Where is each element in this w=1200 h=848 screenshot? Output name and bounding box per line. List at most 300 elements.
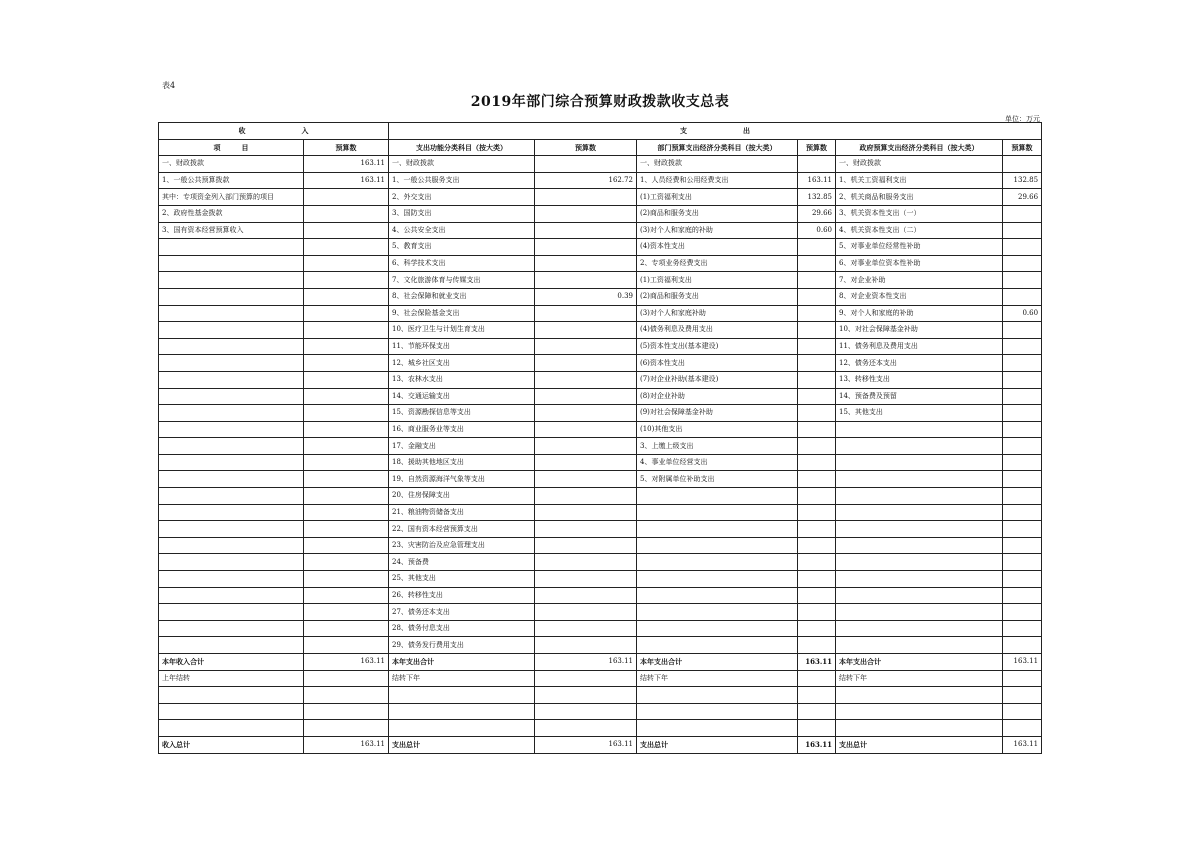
functional-item-cell: 10、医疗卫生与计划生育支出 (389, 322, 535, 339)
table-row (159, 687, 1042, 704)
dept-economic-budget-cell (798, 388, 836, 405)
income-budget-cell (304, 537, 389, 554)
income-budget-cell: 163.11 (304, 654, 389, 671)
table-row (159, 355, 1042, 372)
functional-budget-cell (535, 322, 637, 339)
income-budget-cell (304, 571, 389, 588)
income-item-cell: 一、财政拨款 (159, 156, 304, 173)
dept-economic-budget-cell (798, 272, 836, 289)
functional-item-cell: 19、自然资源海洋气象等支出 (389, 471, 535, 488)
income-item-cell (159, 421, 304, 438)
functional-item-cell: 结转下年 (389, 670, 535, 687)
functional-item-cell: 17、金融支出 (389, 438, 535, 455)
income-budget-cell (304, 620, 389, 637)
dept-economic-budget-header: 预算数 (798, 139, 836, 156)
income-budget-cell (304, 587, 389, 604)
gov-economic-budget-cell (1003, 571, 1042, 588)
functional-item-cell: 本年支出合计 (389, 654, 535, 671)
dept-economic-item-cell: 本年支出合计 (637, 654, 798, 671)
table-row (159, 488, 1042, 505)
gov-economic-item-cell (836, 537, 1003, 554)
table-row (159, 703, 1042, 720)
dept-economic-item-cell: (10)其他支出 (637, 421, 798, 438)
total-row (159, 736, 1042, 753)
dept-economic-budget-cell (798, 488, 836, 505)
income-item-cell (159, 488, 304, 505)
dept-economic-item-cell: 2、专项业务经费支出 (637, 255, 798, 272)
functional-budget-cell (535, 720, 637, 737)
gov-economic-item-cell (836, 687, 1003, 704)
gov-economic-budget-cell (1003, 288, 1042, 305)
income-item-cell (159, 571, 304, 588)
dept-economic-item-cell: (4)债务利息及费用支出 (637, 322, 798, 339)
income-item-cell (159, 388, 304, 405)
table-row (159, 405, 1042, 422)
functional-budget-cell (535, 239, 637, 256)
dept-economic-item-cell (637, 637, 798, 654)
functional-item-cell (389, 720, 535, 737)
income-item-cell (159, 288, 304, 305)
income-budget-cell (304, 554, 389, 571)
functional-budget-cell (535, 670, 637, 687)
dept-economic-budget-cell (798, 554, 836, 571)
dept-economic-budget-cell: 163.11 (798, 172, 836, 189)
income-budget-cell (304, 438, 389, 455)
table-row (159, 322, 1042, 339)
gov-economic-item-cell: 结转下年 (836, 670, 1003, 687)
dept-economic-item-cell: (1)工资福利支出 (637, 189, 798, 206)
unit-label: 单位：万元 (1005, 115, 1040, 123)
functional-budget-cell (535, 371, 637, 388)
dept-economic-budget-cell (798, 637, 836, 654)
gov-economic-budget-cell (1003, 488, 1042, 505)
functional-budget-cell (535, 421, 637, 438)
dept-economic-class-header: 部门预算支出经济分类科目（按大类） (637, 139, 798, 156)
dept-economic-budget-cell (798, 421, 836, 438)
income-budget-cell (304, 488, 389, 505)
income-item-cell (159, 554, 304, 571)
gov-economic-budget-cell (1003, 521, 1042, 538)
gov-economic-item-cell: 本年支出合计 (836, 654, 1003, 671)
gov-economic-item-cell: 15、其他支出 (836, 405, 1003, 422)
income-item-cell (159, 604, 304, 621)
functional-budget-cell (535, 156, 637, 173)
gov-economic-item-cell (836, 620, 1003, 637)
functional-budget-cell: 162.72 (535, 172, 637, 189)
gov-economic-item-cell (836, 571, 1003, 588)
income-budget-cell (304, 255, 389, 272)
gov-economic-item-cell (836, 604, 1003, 621)
gov-economic-budget-cell (1003, 322, 1042, 339)
dept-economic-item-cell: (2)商品和服务支出 (637, 288, 798, 305)
table-row (159, 720, 1042, 737)
section-header-row (159, 123, 1042, 140)
income-budget-cell (304, 720, 389, 737)
functional-item-cell: 12、城乡社区支出 (389, 355, 535, 372)
income-item-cell (159, 521, 304, 538)
dept-economic-budget-cell (798, 537, 836, 554)
functional-item-cell: 14、交通运输支出 (389, 388, 535, 405)
functional-item-cell (389, 687, 535, 704)
dept-economic-budget-cell: 29.66 (798, 205, 836, 222)
functional-item-cell: 24、预备费 (389, 554, 535, 571)
functional-item-cell: 18、援助其他地区支出 (389, 454, 535, 471)
gov-economic-item-cell: 5、对事业单位经常性补助 (836, 239, 1003, 256)
dept-economic-item-cell (637, 587, 798, 604)
gov-economic-budget-cell: 163.11 (1003, 736, 1042, 753)
functional-budget-cell (535, 587, 637, 604)
income-budget-cell (304, 703, 389, 720)
dept-economic-budget-cell (798, 670, 836, 687)
dept-economic-budget-cell (798, 703, 836, 720)
gov-economic-budget-cell (1003, 438, 1042, 455)
income-budget-header: 预算数 (304, 139, 389, 156)
functional-item-cell (389, 703, 535, 720)
dept-economic-budget-cell (798, 504, 836, 521)
gov-economic-budget-cell (1003, 504, 1042, 521)
functional-budget-cell (535, 205, 637, 222)
gov-economic-budget-cell (1003, 239, 1042, 256)
dept-economic-budget-cell (798, 371, 836, 388)
gov-economic-item-cell (836, 454, 1003, 471)
gov-economic-budget-cell (1003, 687, 1042, 704)
functional-item-cell: 7、文化旅游体育与传媒支出 (389, 272, 535, 289)
dept-economic-item-cell: (8)对企业补助 (637, 388, 798, 405)
gov-economic-budget-cell (1003, 720, 1042, 737)
dept-economic-budget-cell (798, 438, 836, 455)
table-row (159, 156, 1042, 173)
income-budget-cell (304, 670, 389, 687)
gov-economic-budget-cell: 132.85 (1003, 172, 1042, 189)
income-budget-cell: 163.11 (304, 172, 389, 189)
table-row (159, 471, 1042, 488)
income-item-cell: 1、一般公共预算拨款 (159, 172, 304, 189)
gov-economic-item-cell: 13、转移性支出 (836, 371, 1003, 388)
income-item-cell (159, 355, 304, 372)
gov-economic-item-cell: 1、机关工资福利支出 (836, 172, 1003, 189)
income-budget-cell (304, 637, 389, 654)
dept-economic-budget-cell (798, 687, 836, 704)
income-item-cell (159, 338, 304, 355)
total-row (159, 654, 1042, 671)
dept-economic-item-cell: (2)商品和服务支出 (637, 205, 798, 222)
functional-budget-cell: 163.11 (535, 736, 637, 753)
table-row (159, 521, 1042, 538)
dept-economic-budget-cell (798, 322, 836, 339)
table-row (159, 554, 1042, 571)
functional-item-cell: 16、商业服务业等支出 (389, 421, 535, 438)
functional-item-cell: 29、债务发行费用支出 (389, 637, 535, 654)
income-budget-cell (304, 388, 389, 405)
income-item-cell: 本年收入合计 (159, 654, 304, 671)
income-section-header: 收 入 (159, 123, 389, 140)
functional-budget-cell (535, 405, 637, 422)
functional-item-cell: 21、粮油物资储备支出 (389, 504, 535, 521)
dept-economic-budget-cell (798, 454, 836, 471)
income-budget-cell: 163.11 (304, 156, 389, 173)
gov-economic-budget-cell (1003, 554, 1042, 571)
income-item-cell: 上年结转 (159, 670, 304, 687)
income-budget-cell (304, 189, 389, 206)
functional-item-cell: 27、债务还本支出 (389, 604, 535, 621)
functional-item-cell: 20、住房保障支出 (389, 488, 535, 505)
income-budget-cell (304, 322, 389, 339)
functional-budget-cell (535, 703, 637, 720)
table-row (159, 587, 1042, 604)
functional-item-cell: 22、国有资本经营预算支出 (389, 521, 535, 538)
table-row (159, 571, 1042, 588)
gov-economic-item-cell: 支出总计 (836, 736, 1003, 753)
functional-budget-cell (535, 687, 637, 704)
gov-economic-item-cell: 10、对社会保障基金补助 (836, 322, 1003, 339)
dept-economic-item-cell: (7)对企业补助(基本建设) (637, 371, 798, 388)
gov-economic-budget-cell (1003, 156, 1042, 173)
income-item-cell (159, 438, 304, 455)
functional-budget-cell: 0.39 (535, 288, 637, 305)
income-item-cell (159, 504, 304, 521)
functional-budget-cell (535, 338, 637, 355)
table-number-label: 表4 (162, 81, 176, 90)
dept-economic-item-cell (637, 703, 798, 720)
gov-economic-budget-cell (1003, 604, 1042, 621)
dept-economic-item-cell (637, 720, 798, 737)
functional-item-cell: 8、社会保障和就业支出 (389, 288, 535, 305)
income-item-header: 项 目 (159, 139, 304, 156)
income-budget-cell (304, 305, 389, 322)
gov-economic-item-cell (836, 471, 1003, 488)
gov-economic-budget-cell: 29.66 (1003, 189, 1042, 206)
income-item-cell (159, 537, 304, 554)
income-item-cell (159, 322, 304, 339)
dept-economic-item-cell (637, 521, 798, 538)
gov-economic-budget-cell: 0.60 (1003, 305, 1042, 322)
income-item-cell (159, 305, 304, 322)
gov-economic-item-cell: 4、机关资本性支出（二） (836, 222, 1003, 239)
functional-item-cell: 5、教育支出 (389, 239, 535, 256)
table-row (159, 272, 1042, 289)
dept-economic-budget-cell: 163.11 (798, 736, 836, 753)
dept-economic-item-cell: 3、上缴上级支出 (637, 438, 798, 455)
table-row (159, 388, 1042, 405)
budget-summary-table (158, 122, 1042, 754)
income-item-cell (159, 703, 304, 720)
income-budget-cell (304, 222, 389, 239)
dept-economic-item-cell (637, 554, 798, 571)
column-header-row (159, 139, 1042, 156)
table-row (159, 421, 1042, 438)
functional-item-cell: 13、农林水支出 (389, 371, 535, 388)
dept-economic-budget-cell (798, 156, 836, 173)
gov-economic-item-cell (836, 554, 1003, 571)
gov-economic-item-cell (836, 637, 1003, 654)
income-budget-cell (304, 205, 389, 222)
functional-budget-cell (535, 471, 637, 488)
functional-budget-cell (535, 620, 637, 637)
income-item-cell: 2、政府性基金拨款 (159, 205, 304, 222)
functional-budget-cell: 163.11 (535, 654, 637, 671)
table-row (159, 537, 1042, 554)
dept-economic-item-cell: (4)资本性支出 (637, 239, 798, 256)
dept-economic-budget-cell (798, 239, 836, 256)
functional-budget-cell (535, 305, 637, 322)
gov-economic-budget-cell (1003, 205, 1042, 222)
functional-budget-cell (535, 255, 637, 272)
dept-economic-budget-cell (798, 620, 836, 637)
functional-budget-cell (535, 554, 637, 571)
dept-economic-item-cell: (3)对个人和家庭的补助 (637, 222, 798, 239)
gov-economic-budget-cell (1003, 620, 1042, 637)
dept-economic-item-cell: 支出总计 (637, 736, 798, 753)
functional-item-cell: 支出总计 (389, 736, 535, 753)
dept-economic-budget-cell (798, 338, 836, 355)
functional-budget-cell (535, 488, 637, 505)
income-item-cell (159, 687, 304, 704)
expenditure-section-header: 支 出 (389, 123, 1042, 140)
gov-economic-budget-cell (1003, 587, 1042, 604)
gov-economic-budget-cell (1003, 255, 1042, 272)
income-budget-cell (304, 239, 389, 256)
dept-economic-budget-cell (798, 604, 836, 621)
functional-item-cell: 11、节能环保支出 (389, 338, 535, 355)
income-item-cell (159, 255, 304, 272)
dept-economic-budget-cell (798, 720, 836, 737)
gov-economic-budget-cell (1003, 537, 1042, 554)
gov-economic-item-cell: 2、机关商品和服务支出 (836, 189, 1003, 206)
table-row (159, 305, 1042, 322)
dept-economic-item-cell: (6)资本性支出 (637, 355, 798, 372)
table-row (159, 504, 1042, 521)
income-budget-cell (304, 471, 389, 488)
income-budget-cell (304, 371, 389, 388)
gov-economic-item-cell (836, 587, 1003, 604)
income-item-cell (159, 637, 304, 654)
gov-economic-budget-cell (1003, 388, 1042, 405)
table-row (159, 222, 1042, 239)
income-budget-cell (304, 272, 389, 289)
gov-economic-budget-cell: 163.11 (1003, 654, 1042, 671)
gov-economic-item-cell: 7、对企业补助 (836, 272, 1003, 289)
income-budget-cell (304, 454, 389, 471)
dept-economic-item-cell: 5、对附属单位补助支出 (637, 471, 798, 488)
income-budget-cell (304, 405, 389, 422)
gov-economic-budget-cell (1003, 454, 1042, 471)
income-item-cell: 3、国有资本经营预算收入 (159, 222, 304, 239)
income-item-cell: 收入总计 (159, 736, 304, 753)
income-item-cell (159, 587, 304, 604)
functional-budget-cell (535, 571, 637, 588)
dept-economic-budget-cell (798, 571, 836, 588)
gov-economic-item-cell: 3、机关资本性支出（一） (836, 205, 1003, 222)
dept-economic-item-cell (637, 620, 798, 637)
dept-economic-item-cell (637, 571, 798, 588)
gov-economic-item-cell (836, 504, 1003, 521)
gov-economic-budget-cell (1003, 338, 1042, 355)
functional-budget-cell (535, 189, 637, 206)
gov-economic-budget-cell (1003, 637, 1042, 654)
income-item-cell (159, 371, 304, 388)
functional-class-header: 支出功能分类科目（按大类） (389, 139, 535, 156)
functional-budget-cell (535, 537, 637, 554)
income-budget-cell: 163.11 (304, 736, 389, 753)
functional-budget-cell (535, 504, 637, 521)
income-item-cell (159, 620, 304, 637)
gov-economic-class-header: 政府预算支出经济分类科目（按大类） (836, 139, 1003, 156)
table-row (159, 670, 1042, 687)
gov-economic-item-cell (836, 703, 1003, 720)
functional-item-cell: 1、一般公共服务支出 (389, 172, 535, 189)
dept-economic-budget-cell (798, 405, 836, 422)
table-row (159, 255, 1042, 272)
dept-economic-budget-cell: 0.60 (798, 222, 836, 239)
dept-economic-budget-cell (798, 587, 836, 604)
functional-item-cell: 26、转移性支出 (389, 587, 535, 604)
gov-economic-item-cell: 11、债务利息及费用支出 (836, 338, 1003, 355)
dept-economic-item-cell: (1)工资福利支出 (637, 272, 798, 289)
table-row (159, 338, 1042, 355)
gov-economic-item-cell (836, 438, 1003, 455)
income-item-cell (159, 471, 304, 488)
table-row (159, 371, 1042, 388)
dept-economic-budget-cell (798, 255, 836, 272)
dept-economic-item-cell: 一、财政拨款 (637, 156, 798, 173)
income-item-cell (159, 454, 304, 471)
gov-economic-budget-cell (1003, 471, 1042, 488)
functional-budget-cell (535, 454, 637, 471)
dept-economic-item-cell: (9)对社会保障基金补助 (637, 405, 798, 422)
gov-economic-item-cell (836, 421, 1003, 438)
income-item-cell (159, 239, 304, 256)
dept-economic-budget-cell (798, 471, 836, 488)
table-body (159, 156, 1042, 753)
gov-economic-item-cell: 6、对事业单位资本性补助 (836, 255, 1003, 272)
gov-economic-item-cell: 12、债务还本支出 (836, 355, 1003, 372)
functional-item-cell: 9、社会保险基金支出 (389, 305, 535, 322)
income-budget-cell (304, 355, 389, 372)
table-row (159, 454, 1042, 471)
gov-economic-budget-cell (1003, 355, 1042, 372)
income-budget-cell (304, 604, 389, 621)
table-row (159, 288, 1042, 305)
gov-economic-item-cell: 9、对个人和家庭的补助 (836, 305, 1003, 322)
income-budget-cell (304, 521, 389, 538)
functional-item-cell: 25、其他支出 (389, 571, 535, 588)
table-row (159, 438, 1042, 455)
dept-economic-item-cell: 4、事业单位经营支出 (637, 454, 798, 471)
gov-economic-budget-cell (1003, 703, 1042, 720)
table-row (159, 620, 1042, 637)
gov-economic-budget-cell (1003, 222, 1042, 239)
functional-item-cell: 23、灾害防治及应急管理支出 (389, 537, 535, 554)
gov-economic-budget-cell (1003, 371, 1042, 388)
dept-economic-item-cell: 1、人员经费和公用经费支出 (637, 172, 798, 189)
dept-economic-budget-cell (798, 521, 836, 538)
gov-economic-item-cell: 一、财政拨款 (836, 156, 1003, 173)
gov-economic-budget-header: 预算数 (1003, 139, 1042, 156)
functional-budget-cell (535, 637, 637, 654)
functional-budget-cell (535, 604, 637, 621)
functional-budget-header: 预算数 (535, 139, 637, 156)
table-row (159, 239, 1042, 256)
functional-budget-cell (535, 388, 637, 405)
dept-economic-budget-cell (798, 305, 836, 322)
dept-economic-budget-cell (798, 288, 836, 305)
table-row (159, 189, 1042, 206)
gov-economic-budget-cell (1003, 405, 1042, 422)
table-row (159, 205, 1042, 222)
gov-economic-item-cell (836, 488, 1003, 505)
functional-item-cell: 15、资源勘探信息等支出 (389, 405, 535, 422)
dept-economic-item-cell (637, 537, 798, 554)
